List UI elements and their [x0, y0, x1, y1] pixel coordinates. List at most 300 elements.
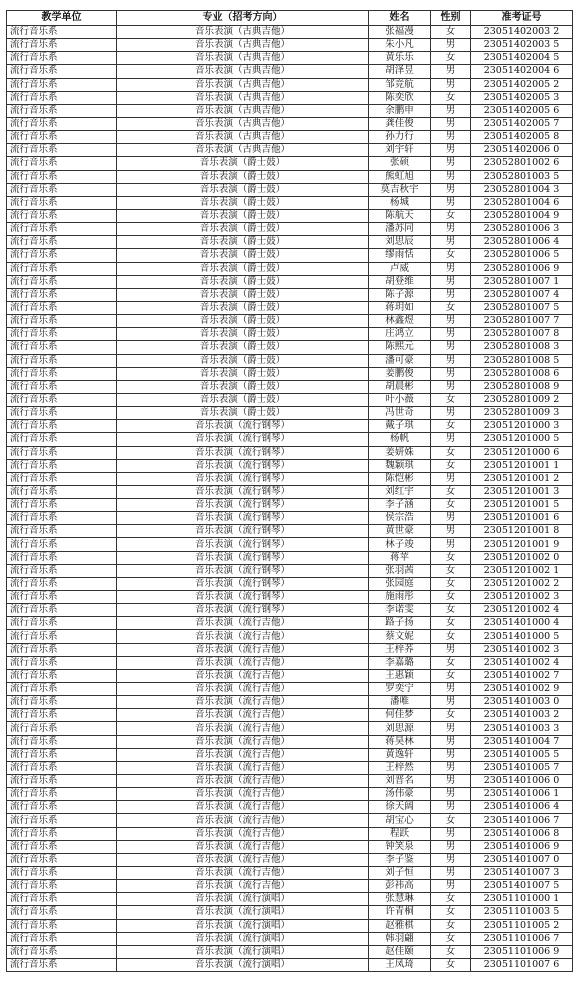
cell-name: 李嘉璐	[369, 656, 431, 669]
cell-major: 音乐表演（流行钢琴）	[117, 577, 369, 590]
cell-gender: 男	[431, 880, 471, 893]
cell-teaching-unit: 流行音乐系	[7, 867, 117, 880]
cell-exam-id: 23051201000 3	[471, 420, 573, 433]
cell-gender: 男	[431, 236, 471, 249]
cell-gender: 男	[431, 748, 471, 761]
cell-name: 陈子源	[369, 288, 431, 301]
cell-gender: 女	[431, 26, 471, 39]
cell-gender: 女	[431, 249, 471, 262]
cell-gender: 女	[431, 591, 471, 604]
cell-major: 音乐表演（流行吉他）	[117, 617, 369, 630]
table-row	[7, 722, 573, 735]
table-row	[7, 183, 573, 196]
cell-gender: 女	[431, 420, 471, 433]
table-row	[7, 669, 573, 682]
cell-teaching-unit: 流行音乐系	[7, 157, 117, 170]
table-row	[7, 104, 573, 117]
table-row	[7, 880, 573, 893]
table-row	[7, 709, 573, 722]
cell-gender: 女	[431, 932, 471, 945]
cell-exam-id: 23052801007 1	[471, 275, 573, 288]
table-row	[7, 893, 573, 906]
cell-major: 音乐表演（流行吉他）	[117, 788, 369, 801]
cell-gender: 女	[431, 709, 471, 722]
cell-exam-id: 23052801007 4	[471, 288, 573, 301]
cell-major: 音乐表演（流行钢琴）	[117, 433, 369, 446]
table-row	[7, 78, 573, 91]
cell-exam-id: 23051401002 3	[471, 643, 573, 656]
cell-name: 刘宇轩	[369, 144, 431, 157]
cell-name: 李子涵	[369, 499, 431, 512]
table-row	[7, 853, 573, 866]
table-row	[7, 551, 573, 564]
cell-gender: 男	[431, 801, 471, 814]
cell-gender: 男	[431, 104, 471, 117]
cell-major: 音乐表演（古典吉他）	[117, 117, 369, 130]
cell-name: 李诺雯	[369, 604, 431, 617]
cell-teaching-unit: 流行音乐系	[7, 538, 117, 551]
table-row	[7, 748, 573, 761]
cell-gender: 女	[431, 393, 471, 406]
cell-major: 音乐表演（爵士鼓）	[117, 262, 369, 275]
table-row	[7, 525, 573, 538]
cell-teaching-unit: 流行音乐系	[7, 315, 117, 328]
cell-name: 蒋玥如	[369, 301, 431, 314]
cell-teaching-unit: 流行音乐系	[7, 591, 117, 604]
cell-gender: 男	[431, 315, 471, 328]
cell-gender: 男	[431, 39, 471, 52]
admission-table	[6, 10, 573, 972]
table-row	[7, 52, 573, 65]
cell-name: 叶小薇	[369, 393, 431, 406]
cell-teaching-unit: 流行音乐系	[7, 209, 117, 222]
cell-teaching-unit: 流行音乐系	[7, 696, 117, 709]
cell-gender: 女	[431, 446, 471, 459]
cell-gender: 男	[431, 157, 471, 170]
cell-teaching-unit: 流行音乐系	[7, 840, 117, 853]
table-row	[7, 604, 573, 617]
cell-exam-id: 23051402006 0	[471, 144, 573, 157]
table-row	[7, 65, 573, 78]
cell-teaching-unit: 流行音乐系	[7, 104, 117, 117]
cell-name: 黄乐乐	[369, 52, 431, 65]
table-row	[7, 761, 573, 774]
cell-major: 音乐表演（流行吉他）	[117, 801, 369, 814]
cell-exam-id: 23051401007 5	[471, 880, 573, 893]
cell-exam-id: 23051401000 4	[471, 617, 573, 630]
cell-major: 音乐表演（流行演唱）	[117, 945, 369, 958]
cell-exam-id: 23051201000 6	[471, 446, 573, 459]
cell-gender: 男	[431, 196, 471, 209]
cell-teaching-unit: 流行音乐系	[7, 341, 117, 354]
table-row	[7, 472, 573, 485]
cell-gender: 男	[431, 827, 471, 840]
cell-exam-id: 23051201002 3	[471, 591, 573, 604]
cell-exam-id: 23051201000 5	[471, 433, 573, 446]
cell-exam-id: 23051402004 5	[471, 52, 573, 65]
cell-exam-id: 23051401006 9	[471, 840, 573, 853]
cell-major: 音乐表演（爵士鼓）	[117, 183, 369, 196]
cell-teaching-unit: 流行音乐系	[7, 801, 117, 814]
cell-exam-id: 23052801006 9	[471, 262, 573, 275]
cell-teaching-unit: 流行音乐系	[7, 853, 117, 866]
cell-exam-id: 23052801004 6	[471, 196, 573, 209]
cell-name: 潘唯	[369, 696, 431, 709]
cell-teaching-unit: 流行音乐系	[7, 880, 117, 893]
cell-exam-id: 23051401002 9	[471, 683, 573, 696]
cell-gender: 女	[431, 459, 471, 472]
cell-teaching-unit: 流行音乐系	[7, 407, 117, 420]
cell-gender: 男	[431, 367, 471, 380]
cell-teaching-unit: 流行音乐系	[7, 275, 117, 288]
cell-major: 音乐表演（爵士鼓）	[117, 236, 369, 249]
cell-name: 冯世奇	[369, 407, 431, 420]
cell-name: 施雨彤	[369, 591, 431, 604]
cell-name: 胡宝心	[369, 814, 431, 827]
cell-major: 音乐表演（爵士鼓）	[117, 288, 369, 301]
cell-exam-id: 23051402003 2	[471, 26, 573, 39]
table-row	[7, 315, 573, 328]
cell-gender: 女	[431, 577, 471, 590]
cell-exam-id: 23051401007 3	[471, 867, 573, 880]
cell-exam-id: 23051201002 2	[471, 577, 573, 590]
table-row	[7, 932, 573, 945]
cell-major: 音乐表演（古典吉他）	[117, 26, 369, 39]
cell-teaching-unit: 流行音乐系	[7, 131, 117, 144]
cell-exam-id: 23051401006 0	[471, 775, 573, 788]
cell-major: 音乐表演（流行吉他）	[117, 814, 369, 827]
cell-major: 音乐表演（爵士鼓）	[117, 196, 369, 209]
cell-major: 音乐表演（流行吉他）	[117, 656, 369, 669]
cell-gender: 男	[431, 131, 471, 144]
cell-exam-id: 23051101003 5	[471, 906, 573, 919]
cell-name: 胡登维	[369, 275, 431, 288]
cell-gender: 男	[431, 735, 471, 748]
cell-gender: 女	[431, 814, 471, 827]
table-row	[7, 538, 573, 551]
table-row	[7, 683, 573, 696]
cell-name: 赵雅棋	[369, 919, 431, 932]
cell-major: 音乐表演（爵士鼓）	[117, 209, 369, 222]
cell-teaching-unit: 流行音乐系	[7, 354, 117, 367]
cell-major: 音乐表演（流行钢琴）	[117, 472, 369, 485]
cell-exam-id: 23051401002 4	[471, 656, 573, 669]
cell-exam-id: 23052801007 7	[471, 315, 573, 328]
cell-name: 庄鸿立	[369, 328, 431, 341]
cell-teaching-unit: 流行音乐系	[7, 945, 117, 958]
header-row	[7, 11, 573, 26]
cell-teaching-unit: 流行音乐系	[7, 393, 117, 406]
table-row	[7, 380, 573, 393]
table-row	[7, 157, 573, 170]
cell-gender: 男	[431, 472, 471, 485]
cell-major: 音乐表演（流行钢琴）	[117, 512, 369, 525]
cell-exam-id: 23051401006 7	[471, 814, 573, 827]
cell-gender: 女	[431, 669, 471, 682]
cell-teaching-unit: 流行音乐系	[7, 459, 117, 472]
cell-major: 音乐表演（流行吉他）	[117, 840, 369, 853]
cell-teaching-unit: 流行音乐系	[7, 643, 117, 656]
cell-teaching-unit: 流行音乐系	[7, 656, 117, 669]
cell-teaching-unit: 流行音乐系	[7, 39, 117, 52]
header-name: 姓名	[369, 11, 431, 26]
cell-major: 音乐表演（流行演唱）	[117, 906, 369, 919]
cell-teaching-unit: 流行音乐系	[7, 446, 117, 459]
cell-exam-id: 23051101000 1	[471, 893, 573, 906]
cell-teaching-unit: 流行音乐系	[7, 236, 117, 249]
cell-teaching-unit: 流行音乐系	[7, 919, 117, 932]
cell-exam-id: 23051402005 6	[471, 104, 573, 117]
cell-name: 罗奕宁	[369, 683, 431, 696]
cell-teaching-unit: 流行音乐系	[7, 748, 117, 761]
cell-major: 音乐表演（流行钢琴）	[117, 551, 369, 564]
cell-gender: 男	[431, 775, 471, 788]
cell-teaching-unit: 流行音乐系	[7, 564, 117, 577]
cell-teaching-unit: 流行音乐系	[7, 669, 117, 682]
cell-teaching-unit: 流行音乐系	[7, 91, 117, 104]
table-row	[7, 301, 573, 314]
cell-exam-id: 23051402003 5	[471, 39, 573, 52]
cell-gender: 男	[431, 840, 471, 853]
cell-name: 杨帆	[369, 433, 431, 446]
cell-name: 龚佳俊	[369, 117, 431, 130]
cell-gender: 女	[431, 564, 471, 577]
table-row	[7, 354, 573, 367]
cell-name: 邹竞航	[369, 78, 431, 91]
cell-name: 张福漫	[369, 26, 431, 39]
cell-exam-id: 23052801008 6	[471, 367, 573, 380]
table-row	[7, 459, 573, 472]
cell-major: 音乐表演（流行钢琴）	[117, 499, 369, 512]
cell-teaching-unit: 流行音乐系	[7, 958, 117, 971]
cell-gender: 男	[431, 525, 471, 538]
cell-teaching-unit: 流行音乐系	[7, 630, 117, 643]
table-row	[7, 367, 573, 380]
cell-teaching-unit: 流行音乐系	[7, 367, 117, 380]
cell-major: 音乐表演（流行吉他）	[117, 630, 369, 643]
table-row	[7, 249, 573, 262]
cell-major: 音乐表演（爵士鼓）	[117, 315, 369, 328]
cell-major: 音乐表演（流行演唱）	[117, 958, 369, 971]
cell-exam-id: 23052801006 5	[471, 249, 573, 262]
cell-exam-id: 23051401003 3	[471, 722, 573, 735]
cell-exam-id: 23052801006 3	[471, 223, 573, 236]
cell-name: 刘思辰	[369, 236, 431, 249]
cell-teaching-unit: 流行音乐系	[7, 52, 117, 65]
cell-major: 音乐表演（古典吉他）	[117, 131, 369, 144]
cell-major: 音乐表演（古典吉他）	[117, 144, 369, 157]
cell-gender: 男	[431, 433, 471, 446]
cell-teaching-unit: 流行音乐系	[7, 380, 117, 393]
cell-teaching-unit: 流行音乐系	[7, 249, 117, 262]
table-row	[7, 433, 573, 446]
cell-teaching-unit: 流行音乐系	[7, 328, 117, 341]
cell-gender: 男	[431, 538, 471, 551]
cell-name: 蔡文妮	[369, 630, 431, 643]
table-row	[7, 630, 573, 643]
cell-teaching-unit: 流行音乐系	[7, 617, 117, 630]
cell-name: 刘子恒	[369, 867, 431, 880]
cell-major: 音乐表演（流行吉他）	[117, 748, 369, 761]
cell-gender: 女	[431, 52, 471, 65]
cell-exam-id: 23051101007 6	[471, 958, 573, 971]
cell-gender: 男	[431, 788, 471, 801]
cell-major: 音乐表演（爵士鼓）	[117, 157, 369, 170]
cell-gender: 男	[431, 696, 471, 709]
table-row	[7, 131, 573, 144]
cell-exam-id: 23051401000 5	[471, 630, 573, 643]
cell-major: 音乐表演（流行吉他）	[117, 722, 369, 735]
cell-teaching-unit: 流行音乐系	[7, 433, 117, 446]
cell-major: 音乐表演（爵士鼓）	[117, 354, 369, 367]
cell-major: 音乐表演（流行吉他）	[117, 827, 369, 840]
cell-name: 刘红宇	[369, 485, 431, 498]
cell-gender: 男	[431, 407, 471, 420]
cell-name: 蒋苹	[369, 551, 431, 564]
cell-name: 戴子琪	[369, 420, 431, 433]
cell-gender: 女	[431, 945, 471, 958]
cell-gender: 女	[431, 630, 471, 643]
cell-name: 杨城	[369, 196, 431, 209]
cell-exam-id: 23051201001 2	[471, 472, 573, 485]
cell-gender: 男	[431, 512, 471, 525]
cell-exam-id: 23051402004 6	[471, 65, 573, 78]
header-major: 专业（招考方向）	[117, 11, 369, 26]
cell-teaching-unit: 流行音乐系	[7, 512, 117, 525]
cell-exam-id: 23052801006 4	[471, 236, 573, 249]
cell-teaching-unit: 流行音乐系	[7, 932, 117, 945]
cell-exam-id: 23051201001 1	[471, 459, 573, 472]
cell-teaching-unit: 流行音乐系	[7, 196, 117, 209]
cell-name: 路子扬	[369, 617, 431, 630]
table-row	[7, 196, 573, 209]
cell-exam-id: 23051201001 5	[471, 499, 573, 512]
cell-teaching-unit: 流行音乐系	[7, 722, 117, 735]
cell-teaching-unit: 流行音乐系	[7, 788, 117, 801]
cell-gender: 女	[431, 656, 471, 669]
cell-major: 音乐表演（流行吉他）	[117, 775, 369, 788]
table-row	[7, 341, 573, 354]
table-row	[7, 775, 573, 788]
cell-teaching-unit: 流行音乐系	[7, 604, 117, 617]
cell-gender: 男	[431, 288, 471, 301]
cell-teaching-unit: 流行音乐系	[7, 683, 117, 696]
cell-name: 王梓然	[369, 761, 431, 774]
cell-exam-id: 23051401005 7	[471, 761, 573, 774]
cell-major: 音乐表演（流行钢琴）	[117, 459, 369, 472]
table-row	[7, 328, 573, 341]
table-row	[7, 591, 573, 604]
table-row	[7, 643, 573, 656]
cell-gender: 男	[431, 170, 471, 183]
cell-major: 音乐表演（爵士鼓）	[117, 380, 369, 393]
cell-teaching-unit: 流行音乐系	[7, 577, 117, 590]
cell-name: 莫吉秋宇	[369, 183, 431, 196]
cell-name: 潘苏同	[369, 223, 431, 236]
cell-exam-id: 23052801008 3	[471, 341, 573, 354]
cell-gender: 男	[431, 380, 471, 393]
cell-major: 音乐表演（流行钢琴）	[117, 525, 369, 538]
cell-name: 何佳梦	[369, 709, 431, 722]
cell-major: 音乐表演（爵士鼓）	[117, 393, 369, 406]
cell-name: 张园庭	[369, 577, 431, 590]
table-row	[7, 788, 573, 801]
table-row	[7, 117, 573, 130]
cell-name: 张羽茜	[369, 564, 431, 577]
cell-exam-id: 23052801008 5	[471, 354, 573, 367]
cell-teaching-unit: 流行音乐系	[7, 499, 117, 512]
cell-teaching-unit: 流行音乐系	[7, 170, 117, 183]
cell-name: 朱小凡	[369, 39, 431, 52]
cell-major: 音乐表演（流行钢琴）	[117, 591, 369, 604]
cell-name: 钟笑泉	[369, 840, 431, 853]
cell-gender: 男	[431, 643, 471, 656]
cell-name: 胡晨彬	[369, 380, 431, 393]
cell-exam-id: 23052801007 8	[471, 328, 573, 341]
cell-teaching-unit: 流行音乐系	[7, 262, 117, 275]
cell-teaching-unit: 流行音乐系	[7, 420, 117, 433]
cell-name: 余鹏申	[369, 104, 431, 117]
table-row	[7, 840, 573, 853]
cell-teaching-unit: 流行音乐系	[7, 893, 117, 906]
cell-teaching-unit: 流行音乐系	[7, 525, 117, 538]
cell-exam-id: 23051401003 2	[471, 709, 573, 722]
table-row	[7, 170, 573, 183]
cell-name: 潘可豪	[369, 354, 431, 367]
cell-exam-id: 23051201002 0	[471, 551, 573, 564]
cell-exam-id: 23051401006 4	[471, 801, 573, 814]
cell-name: 赵佳颐	[369, 945, 431, 958]
cell-major: 音乐表演（流行吉他）	[117, 709, 369, 722]
cell-gender: 男	[431, 853, 471, 866]
cell-major: 音乐表演（爵士鼓）	[117, 301, 369, 314]
cell-gender: 男	[431, 683, 471, 696]
cell-teaching-unit: 流行音乐系	[7, 301, 117, 314]
cell-exam-id: 23051402005 8	[471, 131, 573, 144]
cell-name: 刘晋名	[369, 775, 431, 788]
cell-gender: 女	[431, 91, 471, 104]
table-row	[7, 867, 573, 880]
table-header	[7, 11, 573, 26]
cell-gender: 男	[431, 65, 471, 78]
cell-teaching-unit: 流行音乐系	[7, 485, 117, 498]
cell-exam-id: 23051401005 5	[471, 748, 573, 761]
cell-teaching-unit: 流行音乐系	[7, 472, 117, 485]
cell-major: 音乐表演（流行钢琴）	[117, 538, 369, 551]
table-row	[7, 393, 573, 406]
cell-major: 音乐表演（古典吉他）	[117, 39, 369, 52]
table-row	[7, 420, 573, 433]
cell-exam-id: 23052801007 5	[471, 301, 573, 314]
cell-exam-id: 23051201002 4	[471, 604, 573, 617]
cell-exam-id: 23051201001 8	[471, 525, 573, 538]
cell-exam-id: 23051402005 7	[471, 117, 573, 130]
cell-major: 音乐表演（古典吉他）	[117, 104, 369, 117]
cell-name: 刘思源	[369, 722, 431, 735]
table-row	[7, 814, 573, 827]
table-row	[7, 512, 573, 525]
cell-gender: 男	[431, 78, 471, 91]
table-row	[7, 827, 573, 840]
cell-name: 侯宗浩	[369, 512, 431, 525]
cell-name: 姜鹏俊	[369, 367, 431, 380]
cell-major: 音乐表演（爵士鼓）	[117, 223, 369, 236]
cell-teaching-unit: 流行音乐系	[7, 551, 117, 564]
cell-major: 音乐表演（爵士鼓）	[117, 407, 369, 420]
cell-exam-id: 23051201001 6	[471, 512, 573, 525]
cell-exam-id: 23051101006 7	[471, 932, 573, 945]
cell-name: 王凤琦	[369, 958, 431, 971]
